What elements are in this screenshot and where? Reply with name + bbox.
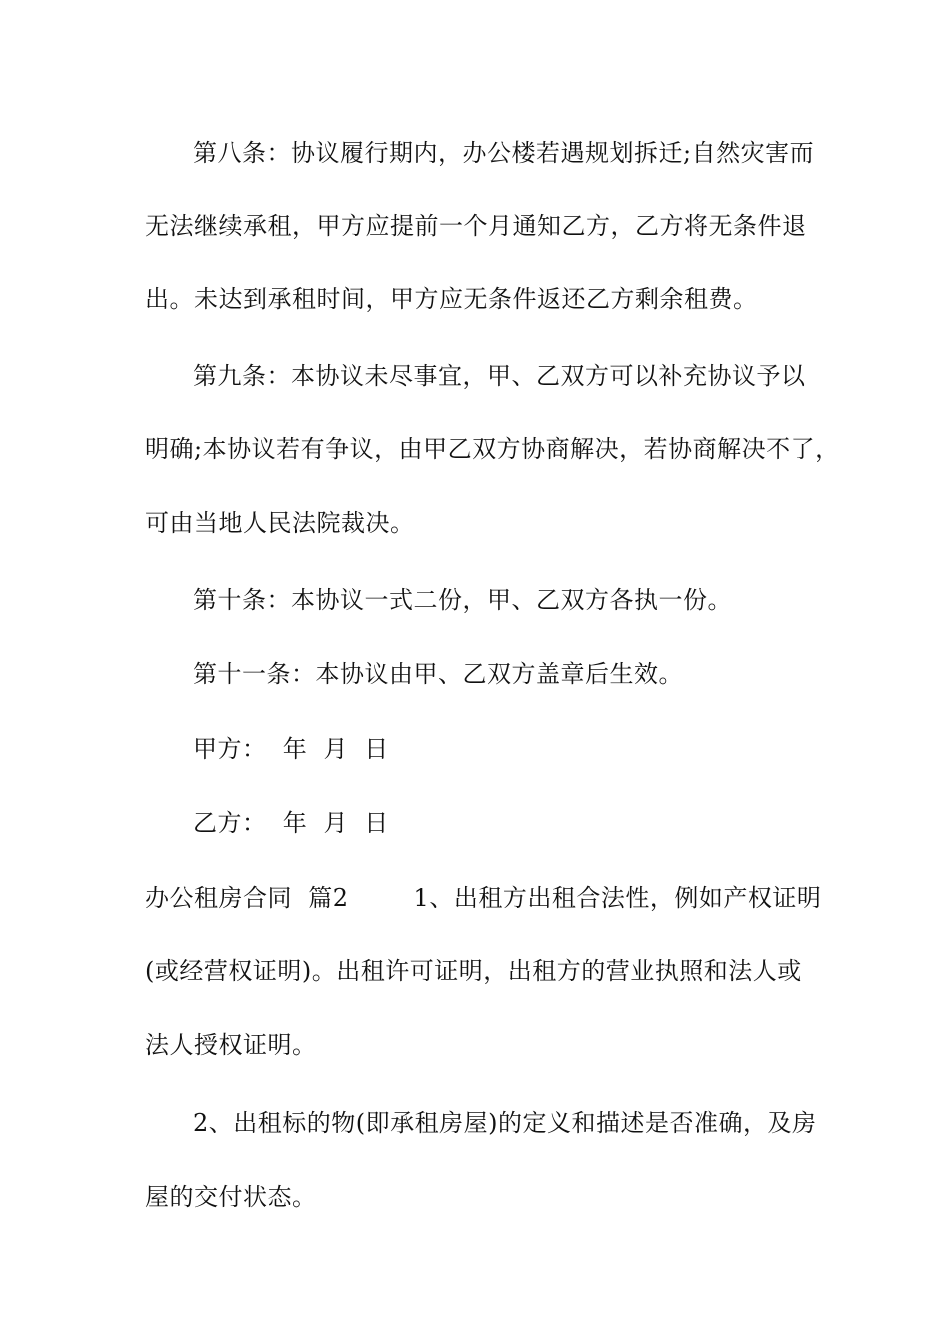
article-9-line-3: 可由当地人民法院裁决。 (145, 509, 415, 537)
article-11-line: 第十一条：本协议由甲、乙双方盖章后生效。 (193, 660, 683, 688)
party-a-signature-line: 甲方： 年 月 日 (193, 735, 389, 763)
article-8-line-2: 无法继续承租，甲方应提前一个月通知乙方，乙方将无条件退 (145, 212, 807, 240)
article-9-line-2: 明确;本协议若有争议，由甲乙双方协商解决，若协商解决不了， (145, 435, 840, 463)
section-2-line-3: 法人授权证明。 (145, 1031, 317, 1059)
article-9-line-1: 第九条：本协议未尽事宜，甲、乙双方可以补充协议予以 (193, 362, 806, 390)
article-10-line: 第十条：本协议一式二份，甲、乙双方各执一份。 (193, 586, 732, 614)
party-b-signature-line: 乙方： 年 月 日 (193, 809, 389, 837)
item-2-line-2: 屋的交付状态。 (145, 1183, 317, 1211)
item-2-line-1: 2、出租标的物(即承租房屋)的定义和描述是否准确，及房 (193, 1109, 817, 1137)
section-2-line-1: 办公租房合同 篇2 1、出租方出租合法性，例如产权证明 (145, 884, 822, 912)
article-8-line-1: 第八条：协议履行期内，办公楼若遇规划拆迁;自然灾害而 (193, 139, 815, 167)
section-2-line-2: (或经营权证明)。出租许可证明，出租方的营业执照和法人或 (145, 957, 802, 985)
article-8-line-3: 出。未达到承租时间，甲方应无条件返还乙方剩余租费。 (145, 285, 758, 313)
